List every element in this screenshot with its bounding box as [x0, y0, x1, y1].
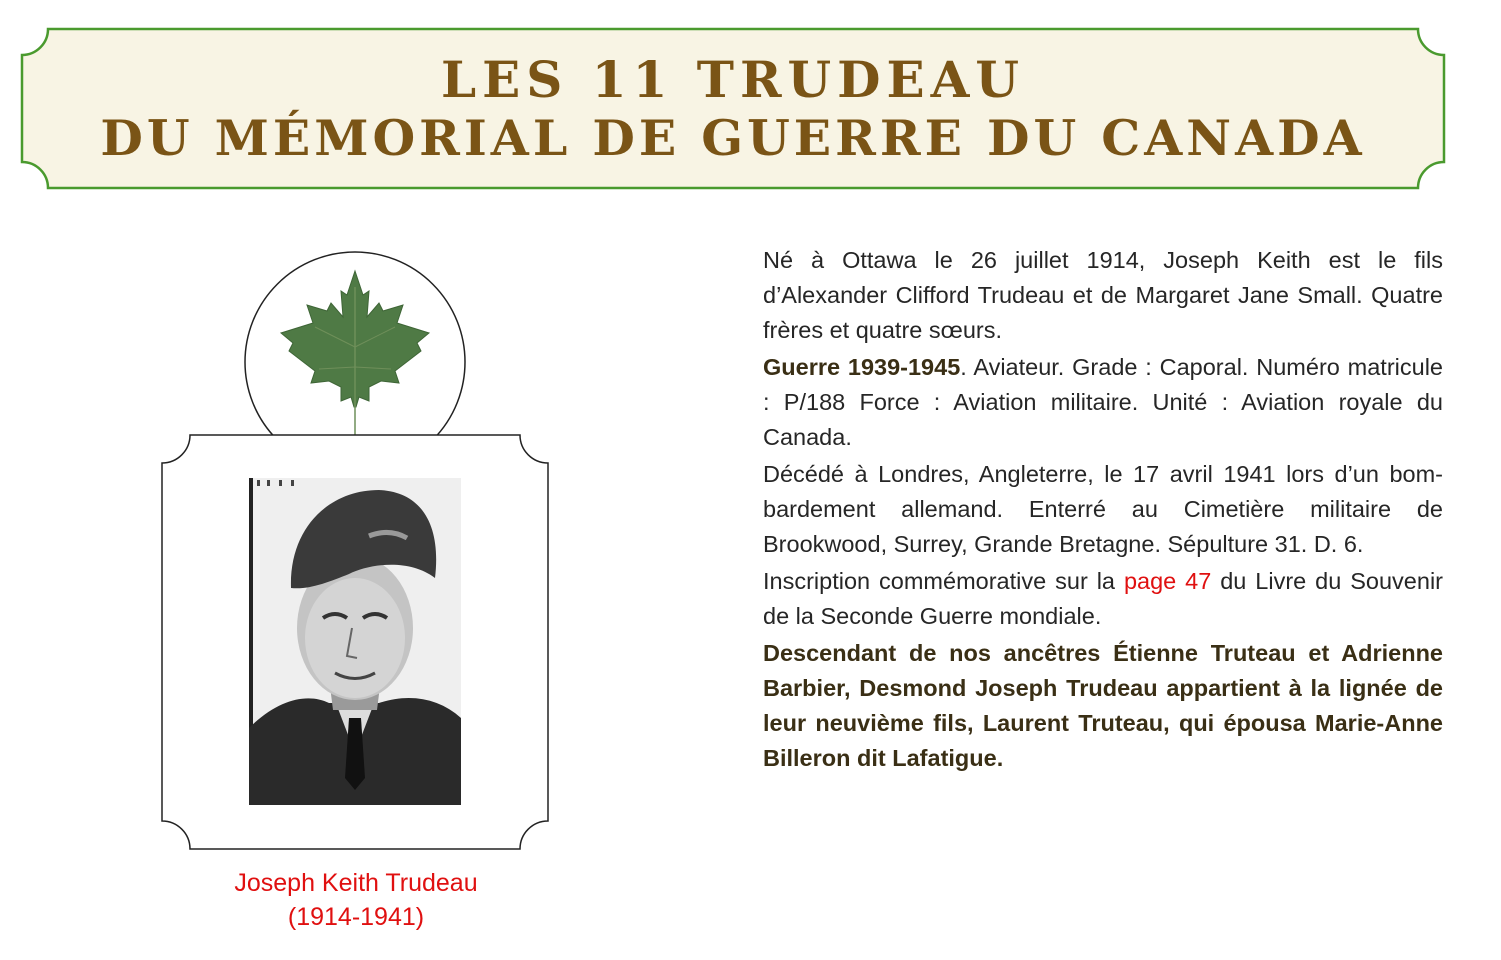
- inscription-text-after: du Livre du Souvenir de la Seconde Guerre mondiale.: [763, 568, 1443, 629]
- caption-name: Joseph Keith Trudeau: [234, 869, 478, 897]
- bio-birth-paragraph: Né à Ottawa le 26 juillet 1914, Joseph Keith est le fils d’Alexander Clifford Trudeau et de Margaret Jane Small. Quatre frères et quatre sœurs.: [763, 247, 1443, 343]
- page-title: [20, 27, 1446, 190]
- biography: [763, 243, 1443, 778]
- inscription-text-before: Inscription commémorative sur la: [763, 568, 1124, 594]
- war-details: . Aviateur. Grade : Caporal. Numéro matricule : P/188 Force : Aviation militaire. Unité : Aviation royale du Canada.: [763, 354, 1443, 450]
- war-period-label: Guerre 1939-1945: [763, 354, 961, 380]
- portrait-caption: [160, 866, 552, 934]
- bio-lineage-paragraph: Descendant de nos ancêtres Étienne Truteau et Adrienne Barbier, Desmond Joseph Trudeau appartient à la lignée de leur neuvième fils, Laurent Truteau, qui épousa Marie-Anne Billeron dit Lafatigue.: [763, 640, 1443, 771]
- caption-years: (1914-1941): [287, 903, 425, 931]
- bio-death-paragraph: Décédé à Londres, Angleterre, le 17 avril 1941 lors d’un bombardement allemand. Enterré au Cimetière militaire de Brookwood, Surrey, Grande Bretagne. Sépulture 31. D. 6.: [763, 461, 1443, 557]
- title-banner: [20, 27, 1446, 190]
- title-line-1: LES 11 TRUDEAU: [441, 49, 1025, 109]
- title-line-2: DU MÉMORIAL DE GUERRE DU CANADA: [100, 108, 1366, 167]
- bio-inscription-paragraph: [763, 564, 1443, 634]
- portrait-photo: [249, 478, 461, 805]
- page-47-link[interactable]: page 47: [1123, 568, 1212, 594]
- bio-war-paragraph: [763, 350, 1443, 455]
- portrait-image: [249, 478, 461, 805]
